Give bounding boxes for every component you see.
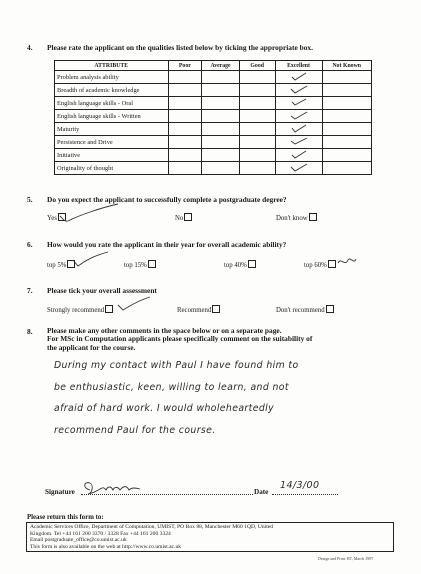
signature-scrawl-icon [80, 478, 150, 498]
tick-mark-icon [276, 71, 322, 81]
col-attribute: ATTRIBUTE [55, 61, 169, 71]
checkbox-strongly-recommend[interactable] [105, 305, 113, 313]
row-label: Maturity [55, 123, 169, 136]
handwriting-line: During my contact with Paul I have found him to [54, 360, 299, 371]
cell-average[interactable] [202, 123, 240, 136]
row-label: Initiative [55, 149, 169, 162]
return-line: Academic Services Office, Department of Computation, UMIST, PO Box 88, Manchester M60 1QD, United [30, 524, 274, 530]
cell-excellent-ticked[interactable] [275, 71, 322, 84]
cell-not-known[interactable] [322, 149, 372, 162]
option-top-5-label: top 5% [47, 262, 67, 269]
tick-mark-icon [276, 84, 322, 94]
cell-average[interactable] [202, 97, 240, 110]
cell-not-known[interactable] [322, 136, 372, 149]
return-line: Email postgraduate_office@co.umist.ac.uk [30, 537, 127, 544]
cell-excellent-ticked[interactable] [275, 162, 322, 175]
print-credit: Design and Print: BT, March 1997 [318, 556, 374, 561]
cell-average[interactable] [202, 71, 240, 84]
q8-line-3: the applicant for the course. [47, 342, 136, 352]
cell-not-known[interactable] [322, 84, 372, 97]
q4-number: 4. [27, 43, 33, 52]
option-strongly-recommend-label: Strongly recommend [47, 307, 105, 314]
date-line [272, 494, 338, 495]
cell-average[interactable] [202, 136, 240, 149]
tick-mark-icon [116, 295, 152, 313]
cell-excellent-ticked[interactable] [275, 123, 322, 136]
q5-question: Do you expect the applicant to successfully complete a postgraduate degree? [47, 195, 287, 204]
cell-excellent-ticked[interactable] [275, 110, 322, 123]
comments-handwriting[interactable] [54, 355, 394, 441]
cell-good[interactable] [239, 136, 275, 149]
date-label: Date [254, 488, 269, 496]
col-poor: Poor [168, 61, 202, 71]
tick-mark-icon [276, 136, 322, 146]
option-top-40-label: top 40% [224, 262, 247, 269]
handwriting-line: afraid of hard work. I would wholeheartedly [54, 403, 275, 414]
row-label: Breadth of academic knowledge [55, 84, 169, 97]
q8-line-2: For MSc in Computation applicants please specifically comment on the suitability of [47, 334, 313, 344]
row-label: Persistence and Drive [55, 136, 169, 149]
tick-mark-icon [56, 202, 120, 224]
col-excellent: Excellent [275, 61, 322, 71]
tick-mark-icon [276, 149, 322, 159]
attribute-rating-table [54, 60, 372, 175]
table-row [55, 71, 372, 84]
cell-average[interactable] [202, 149, 240, 162]
table-row [55, 84, 372, 97]
checkbox-no[interactable] [184, 213, 192, 221]
cell-good[interactable] [239, 123, 275, 136]
cell-not-known[interactable] [322, 162, 372, 175]
checkbox-dont-recommend[interactable] [326, 305, 334, 313]
return-address-box [26, 522, 394, 552]
checkbox-top-40[interactable] [248, 260, 256, 268]
cell-excellent-ticked[interactable] [275, 149, 322, 162]
q8-question [47, 327, 312, 352]
cell-not-known[interactable] [322, 97, 372, 110]
q6-question: How would you rate the applicant in their year for overall academic ability? [47, 240, 287, 249]
checkbox-top-60[interactable] [328, 260, 336, 268]
cell-poor[interactable] [168, 162, 202, 175]
table-row [55, 149, 372, 162]
tick-mark-icon [276, 97, 322, 107]
col-good: Good [239, 61, 275, 71]
tick-mark-icon [276, 162, 322, 172]
option-recommend-label: Recommend [177, 307, 212, 314]
tick-mark-icon [70, 250, 110, 268]
checkbox-top-15[interactable] [148, 260, 156, 268]
return-line: Kingdom. Tel +44 161 200 3370 / 3328 Fax +44 161 200 3324 [30, 530, 171, 537]
option-top-60[interactable] [304, 260, 336, 269]
option-top-60-label: top 60% [304, 262, 327, 269]
cell-average[interactable] [202, 162, 240, 175]
cell-excellent-ticked[interactable] [275, 136, 322, 149]
cell-poor[interactable] [168, 71, 202, 84]
cell-good[interactable] [239, 149, 275, 162]
col-not-known: Not Known [322, 61, 372, 71]
table-row [55, 136, 372, 149]
row-label: Problem analysis ability [55, 71, 169, 84]
q5-number: 5. [27, 195, 33, 204]
cell-good[interactable] [239, 84, 275, 97]
option-no-label: No [175, 215, 184, 222]
option-dont-recommend-label: Don't recommend [276, 307, 325, 314]
cell-poor[interactable] [168, 110, 202, 123]
option-top-15[interactable] [124, 260, 156, 269]
cell-not-known[interactable] [322, 110, 372, 123]
tick-mark-icon [276, 123, 322, 133]
table-row [55, 110, 372, 123]
scribble-mark-icon [336, 255, 358, 269]
handwriting-line: recommend Paul for the course. [54, 424, 216, 436]
option-dont-know[interactable] [276, 213, 317, 222]
cell-good[interactable] [239, 71, 275, 84]
row-label: English language skills - Oral [55, 97, 169, 110]
option-dont-know-label: Don't know [276, 215, 308, 222]
checkbox-recommend[interactable] [212, 305, 220, 313]
return-line: This form is also available on the web at http://www.co.umist.ac.uk [30, 543, 182, 550]
table-row [55, 162, 372, 175]
q8-line-1: Please make any other comments in the space below or on a separate page. [47, 326, 282, 335]
checkbox-dont-know[interactable] [309, 213, 317, 221]
handwriting-line: be enthusiastic, keen, willing to learn, and not [54, 381, 289, 393]
cell-poor[interactable] [168, 123, 202, 136]
q8-number: 8. [27, 327, 33, 336]
cell-excellent-ticked[interactable] [275, 97, 322, 110]
cell-poor[interactable] [168, 84, 202, 97]
q6-number: 6. [27, 240, 33, 249]
cell-good[interactable] [239, 110, 275, 123]
q7-number: 7. [27, 286, 33, 295]
option-yes-label: Yes [47, 215, 57, 222]
cell-not-known[interactable] [322, 71, 372, 84]
option-top-15-label: top 15% [124, 262, 147, 269]
col-average: Average [202, 61, 240, 71]
date-value[interactable]: 14/3/00 [280, 480, 320, 491]
cell-good[interactable] [239, 162, 275, 175]
option-dont-recommend[interactable] [276, 305, 334, 314]
cell-average[interactable] [202, 110, 240, 123]
option-no[interactable] [175, 213, 192, 222]
option-strongly-recommend[interactable] [47, 305, 113, 314]
cell-poor[interactable] [168, 136, 202, 149]
q7-question: Please tick your overall assessment [47, 286, 157, 295]
cell-poor[interactable] [168, 97, 202, 110]
return-heading: Please return this form to: [27, 514, 104, 521]
signature-label: Signature [45, 488, 75, 496]
cell-average[interactable] [202, 84, 240, 97]
row-label: English language skills - Written [55, 110, 169, 123]
cell-good[interactable] [239, 97, 275, 110]
q4-question: Please rate the applicant on the qualities listed below by ticking the appropriate box. [47, 43, 313, 52]
table-header-row [55, 61, 372, 71]
table-row [55, 97, 372, 110]
cell-excellent-ticked[interactable] [275, 84, 322, 97]
option-recommend[interactable] [177, 305, 220, 314]
tick-mark-icon [276, 110, 322, 120]
option-top-40[interactable] [224, 260, 256, 269]
cell-not-known[interactable] [322, 123, 372, 136]
row-label: Originality of thought [55, 162, 169, 175]
cell-poor[interactable] [168, 149, 202, 162]
table-row [55, 123, 372, 136]
